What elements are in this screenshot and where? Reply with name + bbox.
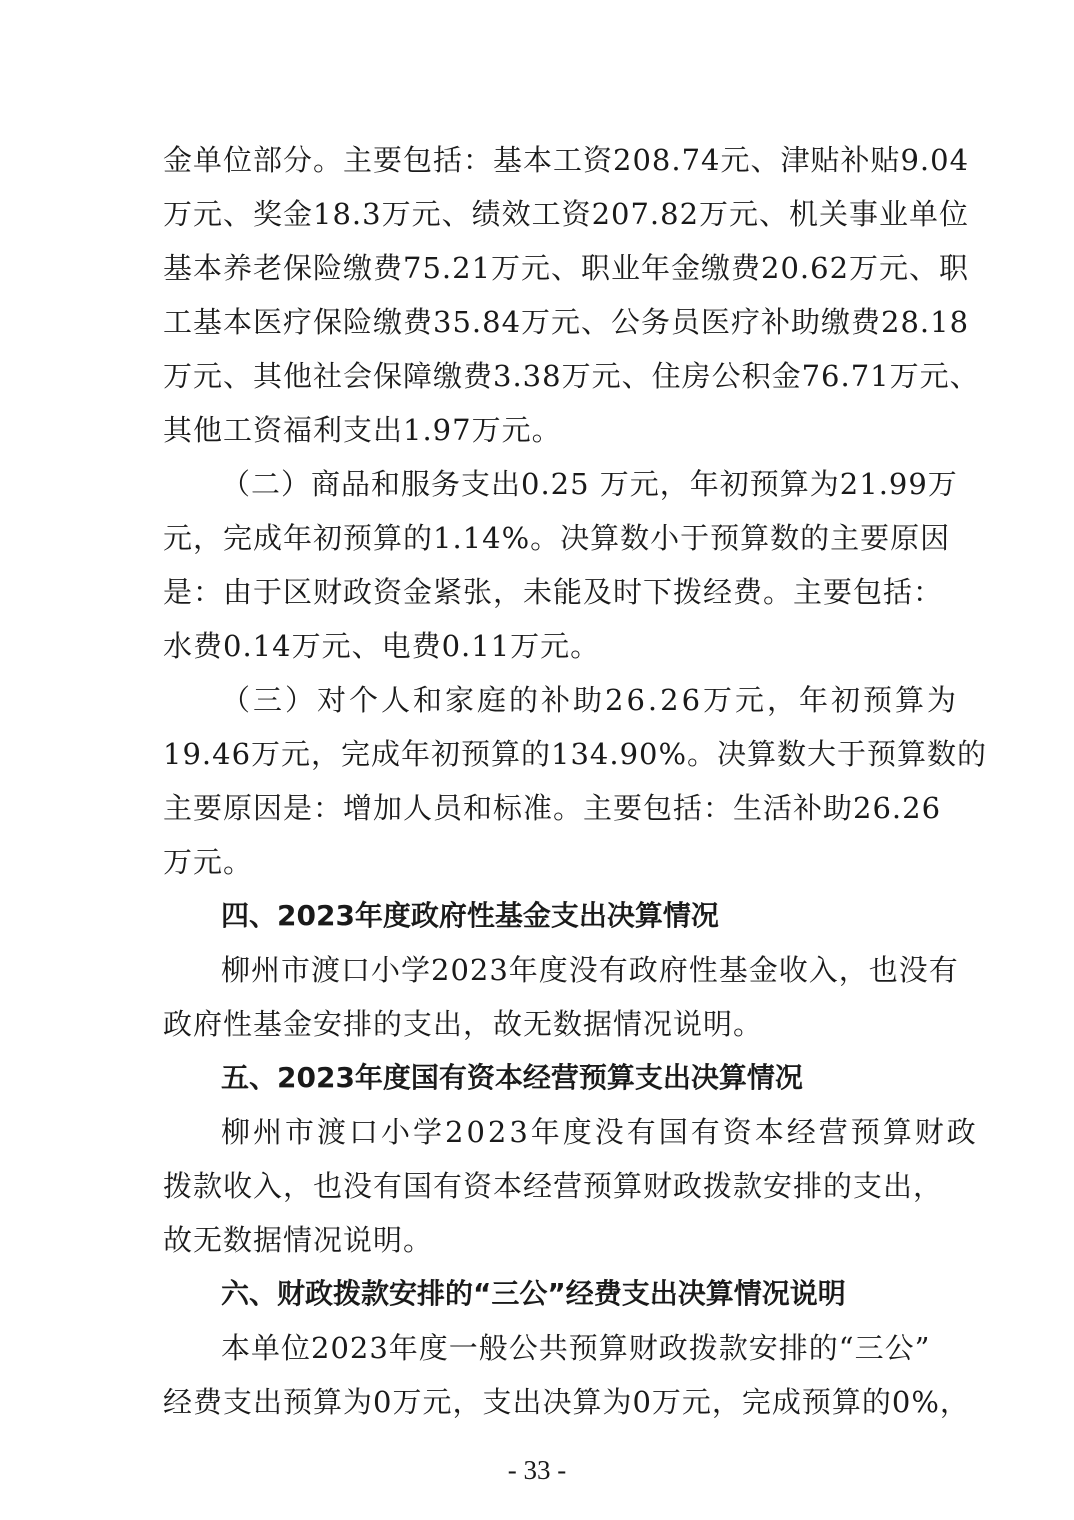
p5-line-3: 故无数据情况说明。: [163, 1223, 434, 1257]
section-heading-6: 六、财政拨款安排的“三公”经费支出决算情况说明: [221, 1277, 846, 1310]
p1-line-2: 万元、奖金18.3万元、绩效工资207.82万元、机关事业单位: [163, 197, 970, 231]
p1-line-1: 金单位部分。主要包括：基本工资208.74元、津贴补贴9.04: [163, 143, 970, 177]
p4-line-1: 柳州市渡口小学2023年度没有政府性基金收入，也没有: [221, 953, 959, 987]
p6-line-1: 本单位2023年度一般公共预算财政拨款安排的“三公”: [221, 1331, 931, 1365]
page-number: - 33 -: [507, 1455, 567, 1485]
p1-line-5: 万元、其他社会保障缴费3.38万元、住房公积金76.71万元、: [163, 359, 980, 393]
p1-line-3: 基本养老保险缴费75.21万元、职业年金缴费20.62万元、职: [163, 251, 970, 285]
p1-line-4: 工基本医疗保险缴费35.84万元、公务员医疗补助缴费28.18: [163, 305, 970, 339]
p1-line-6: 其他工资福利支出1.97万元。: [163, 413, 562, 447]
p3-line-2: 19.46万元，完成年初预算的134.90%。决算数大于预算数的: [163, 737, 988, 771]
p2-line-2: 元，完成年初预算的1.14%。决算数小于预算数的主要原因: [163, 521, 951, 555]
section-heading-4: 四、2023年度政府性基金支出决算情况: [221, 899, 719, 932]
p2-line-1: （二）商品和服务支出0.25 万元，年初预算为21.99万: [221, 467, 958, 501]
section-heading-5: 五、2023年度国有资本经营预算支出决算情况: [221, 1061, 803, 1094]
p2-line-4: 水费0.14万元、电费0.11万元。: [163, 629, 601, 663]
p2-line-3: 是：由于区财政资金紧张，未能及时下拨经费。主要包括：: [163, 575, 944, 609]
p3-line-4: 万元。: [163, 845, 254, 879]
p3-line-3: 主要原因是：增加人员和标准。主要包括：生活补助26.26: [163, 791, 942, 825]
p5-line-2: 拨款收入，也没有国有资本经营预算财政拨款安排的支出，: [163, 1169, 944, 1203]
p5-line-1: 柳州市渡口小学2023年度没有国有资本经营预算财政: [221, 1115, 979, 1149]
p3-line-1: （三）对个人和家庭的补助26.26万元，年初预算为: [221, 683, 960, 717]
p4-line-2: 政府性基金安排的支出，故无数据情况说明。: [163, 1007, 764, 1041]
p6-line-2: 经费支出预算为0万元，支出决算为0万元，完成预算的0%，: [163, 1385, 970, 1419]
